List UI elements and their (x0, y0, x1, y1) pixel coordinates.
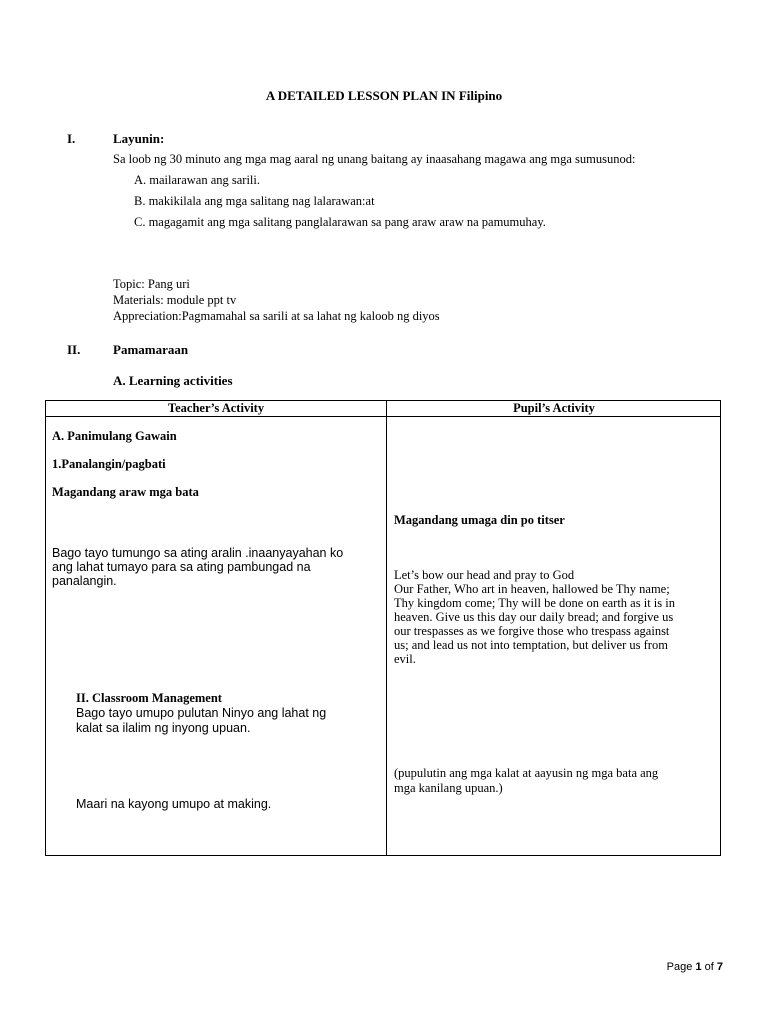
page-current: 1 (695, 961, 702, 973)
pupil-prayer-line-2: Our Father, Who art in heaven, hallowed be Thy name; (394, 582, 670, 596)
activities-table (45, 400, 721, 856)
topic-line: Topic: Pang uri (113, 277, 190, 291)
objective-b: B. makikilala ang mga salitang nag lalarawan:at (134, 194, 375, 208)
teacher-greeting: Magandang araw mga bata (52, 485, 199, 499)
section-2-heading: Pamamaraan (113, 342, 189, 357)
document-title: A DETAILED LESSON PLAN IN Filipino (265, 88, 503, 103)
pupil-prayer-line-1: Let’s bow our head and pray to God (394, 568, 575, 582)
pupil-prayer-line-5: our trespasses as we forgive those who trespass against (394, 624, 670, 638)
teacher-prayer-intro-line-3: panalangin. (52, 574, 117, 588)
page-number (667, 961, 723, 973)
classroom-instruction-line-1: Bago tayo umupo pulutan Ninyo ang lahat ng (76, 706, 327, 720)
panalangin-heading: 1.Panalangin/pagbati (52, 457, 166, 471)
classroom-instruction-line-2: kalat sa ilalim ng inyong upuan. (76, 721, 251, 735)
learning-activities-heading: A. Learning activities (113, 373, 233, 388)
section-2-number: II. (67, 342, 81, 357)
teacher-prayer-intro-line-2: ang lahat tumayo para sa ating pambungad na (52, 560, 311, 574)
page-of: of (704, 961, 714, 973)
pupil-cleanup-line-1: (pupulutin ang mga kalat at aayusin ng mga bata ang (394, 766, 659, 780)
table-header-divider (46, 416, 720, 417)
page-total: 7 (716, 961, 723, 973)
panimulang-gawain-heading: A. Panimulang Gawain (52, 429, 177, 443)
teacher-sit-instruction: Maari na kayong umupo at making. (76, 797, 272, 811)
teacher-activity-header: Teacher’s Activity (167, 401, 265, 415)
section-1-heading: Layunin: (113, 131, 165, 146)
pupil-prayer-line-6: us; and lead us not into temptation, but deliver us from (394, 638, 668, 652)
section-1-number: I. (67, 131, 76, 146)
objective-a: A. mailarawan ang sarili. (134, 173, 260, 187)
pupil-prayer-line-3: Thy kingdom come; Thy will be done on earth as it is in (394, 596, 675, 610)
pupil-greeting-reply: Magandang umaga din po titser (394, 513, 565, 527)
teacher-prayer-intro-line-1: Bago tayo tumungo sa ating aralin .inaanyayahan ko (52, 546, 344, 560)
pupil-activity-header: Pupil’s Activity (513, 401, 595, 415)
page-prefix: Page (666, 961, 693, 973)
pupil-prayer-line-4: heaven. Give us this day our daily bread; and forgive us (394, 610, 674, 624)
pupil-cleanup-line-2: mga kanilang upuan.) (394, 781, 503, 795)
objective-c: C. magagamit ang mga salitang panglalarawan sa pang araw araw na pamumuhay. (134, 215, 546, 229)
table-column-divider (386, 401, 387, 855)
section-1-intro: Sa loob ng 30 minuto ang mga mag aaral ng unang baitang ay inaasahang magawa ang mga sumusunod: (113, 152, 636, 166)
pupil-prayer-line-7: evil. (394, 652, 416, 666)
classroom-management-heading: II. Classroom Management (76, 691, 222, 705)
appreciation-line: Appreciation:Pagmamahal sa sarili at sa lahat ng kaloob ng diyos (113, 309, 440, 323)
materials-line: Materials: module ppt tv (113, 293, 237, 307)
